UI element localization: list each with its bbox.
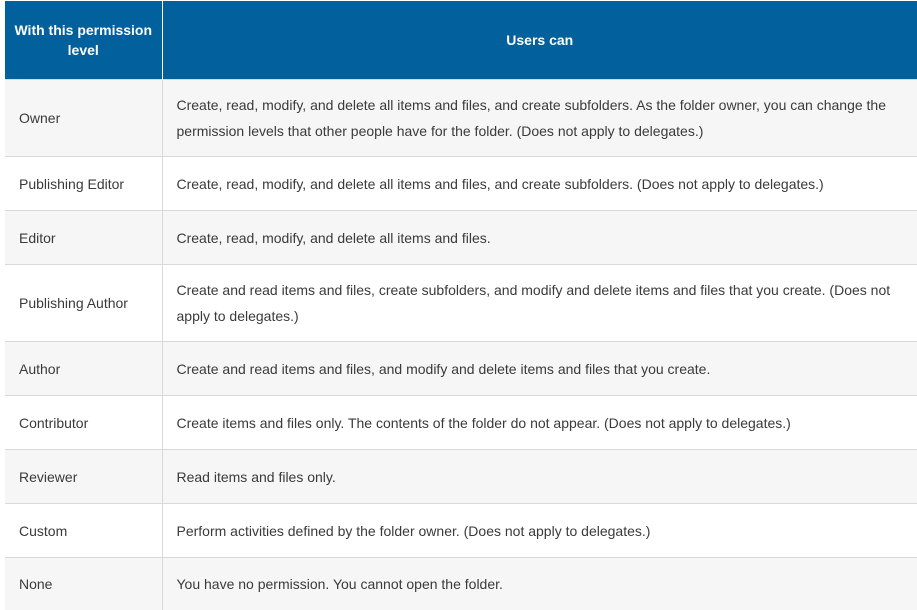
permission-description: Perform activities defined by the folder owner. (Does not apply to delegates.) — [162, 504, 917, 558]
permission-level-reviewer: Reviewer — [5, 450, 162, 504]
permission-level-none: None — [5, 558, 162, 610]
permission-level-publishing-editor: Publishing Editor — [5, 157, 162, 211]
permission-description: You have no permission. You cannot open the folder. — [162, 558, 917, 610]
permission-level-custom: Custom — [5, 504, 162, 558]
table-row — [5, 504, 917, 558]
table-row — [5, 265, 917, 342]
permission-levels-table — [5, 1, 917, 610]
table-row — [5, 80, 917, 157]
permission-level-author: Author — [5, 342, 162, 396]
permission-level-contributor: Contributor — [5, 396, 162, 450]
table-row — [5, 342, 917, 396]
permission-description: Create and read items and files, and modify and delete items and files that you create. — [162, 342, 917, 396]
table-row — [5, 396, 917, 450]
table-row — [5, 211, 917, 265]
table-row — [5, 558, 917, 610]
permission-description: Read items and files only. — [162, 450, 917, 504]
permission-level-editor: Editor — [5, 211, 162, 265]
table-header-row — [5, 1, 917, 80]
permission-level-owner: Owner — [5, 80, 162, 157]
header-users-can: Users can — [162, 1, 917, 80]
permission-description: Create items and files only. The contents of the folder do not appear. (Does not apply to delegates.) — [162, 396, 917, 450]
table-row — [5, 157, 917, 211]
permission-description: Create, read, modify, and delete all items and files, and create subfolders. As the folder owner, you can change the permission levels that other people have for the folder. (Does not apply to delegates.) — [162, 80, 917, 157]
permission-description: Create, read, modify, and delete all items and files, and create subfolders. (Does not apply to delegates.) — [162, 157, 917, 211]
permission-description: Create, read, modify, and delete all items and files. — [162, 211, 917, 265]
permission-description: Create and read items and files, create subfolders, and modify and delete items and files that you create. (Does not apply to delegates.) — [162, 265, 917, 342]
permission-level-publishing-author: Publishing Author — [5, 265, 162, 342]
table-row — [5, 450, 917, 504]
header-permission-level: With this permission level — [5, 1, 162, 80]
